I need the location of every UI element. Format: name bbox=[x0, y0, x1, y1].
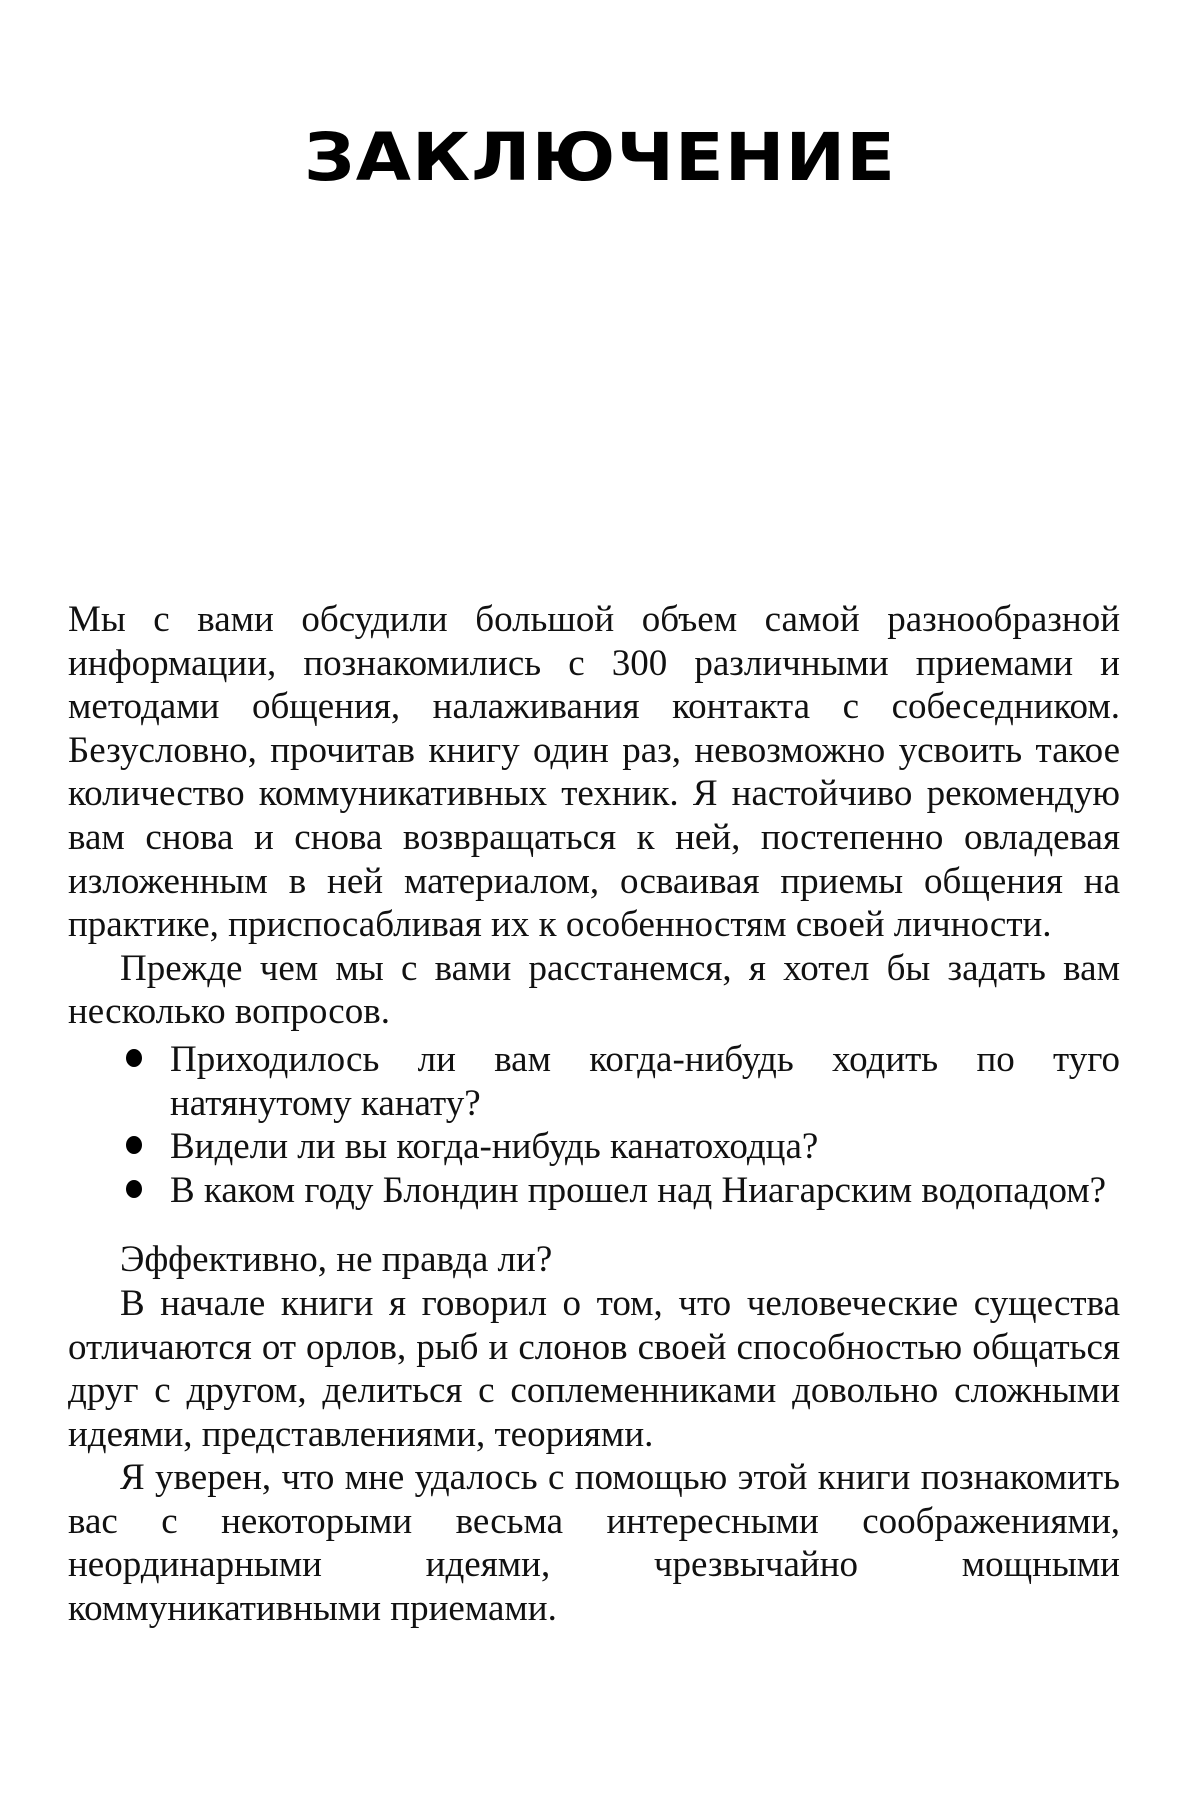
paragraph-effective: Эффективно, не правда ли? bbox=[120, 1239, 553, 1281]
paragraph-questions-lead: Прежде чем мы с вами расстанемся, я хотел бы задать вам несколько вопросов. bbox=[68, 947, 1120, 1033]
question-item bbox=[170, 1125, 1120, 1169]
bullet-icon bbox=[126, 1136, 142, 1154]
chapter-body bbox=[68, 598, 1120, 1631]
bullet-icon bbox=[126, 1180, 142, 1198]
question-text: Приходилось ли вам когда-нибудь ходить по туго натянутому канату? bbox=[170, 1038, 1120, 1124]
bullet-icon bbox=[126, 1049, 142, 1067]
question-text: В каком году Блондин прошел над Ниагарским водопадом? bbox=[170, 1169, 1107, 1211]
paragraph-intro: Мы с вами обсудили большой объем самой разнообразной информации, познакомились с 300 различными приемами и методами общения, налаживания контакта с собеседником. Безусловно, прочитав книгу один раз, невозможно усвоить такое количество коммуникативных техник. Я настойчиво рекомендую вам снова и снова возвращаться к ней, постепенно овладевая изложенным в ней материалом, осваивая приемы общения на практике, приспосабливая их к особенностям своей личности. bbox=[68, 599, 1120, 946]
question-item bbox=[170, 1038, 1120, 1125]
question-item bbox=[170, 1169, 1120, 1213]
section-gap bbox=[68, 1216, 1120, 1238]
question-text: Видели ли вы когда-нибудь канатоходца? bbox=[170, 1126, 819, 1168]
chapter-title: ЗАКЛЮЧЕНИЕ bbox=[303, 119, 897, 196]
questions-list bbox=[68, 1038, 1120, 1212]
paragraph-communication: В начале книги я говорил о том, что человеческие существа отличаются от орлов, рыб и слонов своей способностью общаться друг с другом, делиться с соплеменниками довольно сложными идеями, представлениями, теориями. bbox=[68, 1282, 1120, 1455]
paragraph-conclusion: Я уверен, что мне удалось с помощью этой книги познакомить вас с некоторыми весьма интересными соображениями, неординарными идеями, чрезвычайно мощными коммуникативными приемами. bbox=[68, 1457, 1120, 1630]
